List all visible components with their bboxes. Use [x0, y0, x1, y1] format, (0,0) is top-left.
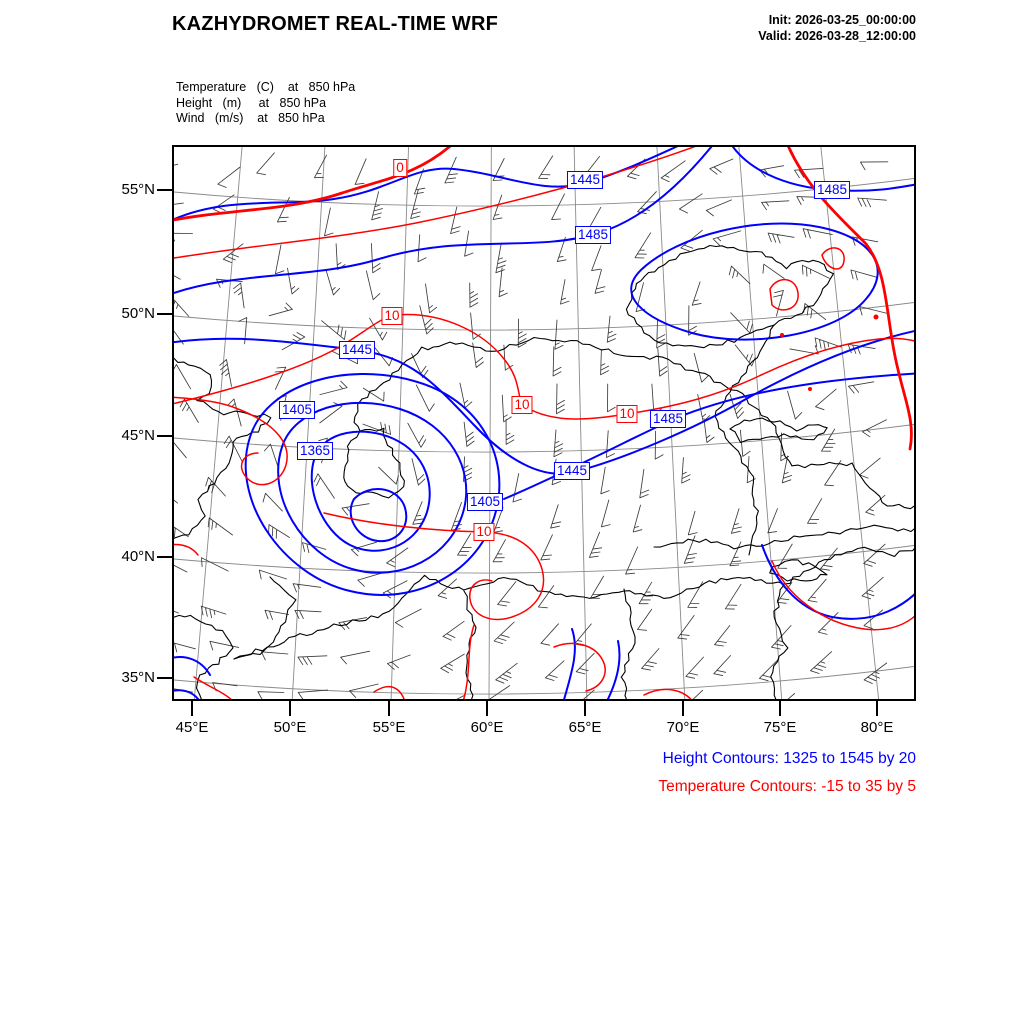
map-frame [172, 145, 916, 701]
valid-timestamp: Valid: 2026-03-28_12:00:00 [758, 29, 916, 43]
page-title: KAZHYDROMET REAL-TIME WRF [172, 13, 499, 35]
temperature-contour-label: 10 [616, 405, 637, 423]
height-contour-label: 1405 [279, 401, 315, 419]
longitude-tick-mark [584, 700, 586, 716]
height-contour-label: 1485 [650, 410, 686, 428]
temperature-contour-label: 0 [393, 159, 407, 177]
temperature-contour-legend: Temperature Contours: -15 to 35 by 5 [658, 778, 916, 795]
height-contour-label: 1445 [554, 462, 590, 480]
latitude-tick-label: 40°N [121, 548, 155, 565]
height-contour-legend: Height Contours: 1325 to 1545 by 20 [662, 750, 916, 767]
latitude-tick-mark [157, 677, 172, 679]
temperature-contour-label: 10 [473, 523, 494, 541]
latitude-tick-mark [157, 435, 172, 437]
height-contour-label: 1365 [297, 442, 333, 460]
latitude-tick-label: 45°N [121, 427, 155, 444]
longitude-tick-label: 70°E [666, 719, 700, 736]
latitude-tick-label: 35°N [121, 669, 155, 686]
init-timestamp: Init: 2026-03-25_00:00:00 [768, 13, 916, 27]
longitude-tick-label: 80°E [860, 719, 894, 736]
graticule-grid [174, 147, 914, 699]
longitude-tick-mark [289, 700, 291, 716]
height-contour-label: 1445 [567, 171, 603, 189]
longitude-tick-label: 50°E [273, 719, 307, 736]
height-contour-label: 1445 [339, 341, 375, 359]
longitude-tick-mark [486, 700, 488, 716]
height-contour-label: 1485 [814, 181, 850, 199]
variable-wind: Wind (m/s) at 850 hPa [176, 111, 325, 126]
temperature-contour-label: 10 [381, 307, 402, 325]
longitude-tick-mark [388, 700, 390, 716]
longitude-tick-mark [191, 700, 193, 716]
latitude-tick-mark [157, 189, 172, 191]
longitude-tick-label: 75°E [763, 719, 797, 736]
longitude-tick-label: 60°E [470, 719, 504, 736]
weather-map-canvas [174, 147, 914, 699]
model-run-info [758, 12, 916, 44]
height-contour-label: 1405 [467, 493, 503, 511]
latitude-tick-label: 55°N [121, 181, 155, 198]
latitude-tick-label: 50°N [121, 305, 155, 322]
height-contours [174, 147, 914, 699]
longitude-tick-mark [779, 700, 781, 716]
longitude-tick-label: 65°E [568, 719, 602, 736]
wind-barbs [174, 153, 888, 699]
height-contour-label: 1485 [575, 226, 611, 244]
variable-temperature: Temperature (C) at 850 hPa [176, 80, 356, 94]
latitude-tick-mark [157, 556, 172, 558]
variable-height: Height (m) at 850 hPa [176, 95, 327, 110]
longitude-tick-mark [876, 700, 878, 716]
longitude-tick-label: 45°E [175, 719, 209, 736]
temperature-contour-label: 10 [511, 396, 532, 414]
temperature-contours [174, 147, 914, 699]
longitude-tick-label: 55°E [372, 719, 406, 736]
variable-legend [176, 80, 355, 127]
latitude-tick-mark [157, 313, 172, 315]
longitude-tick-mark [682, 700, 684, 716]
